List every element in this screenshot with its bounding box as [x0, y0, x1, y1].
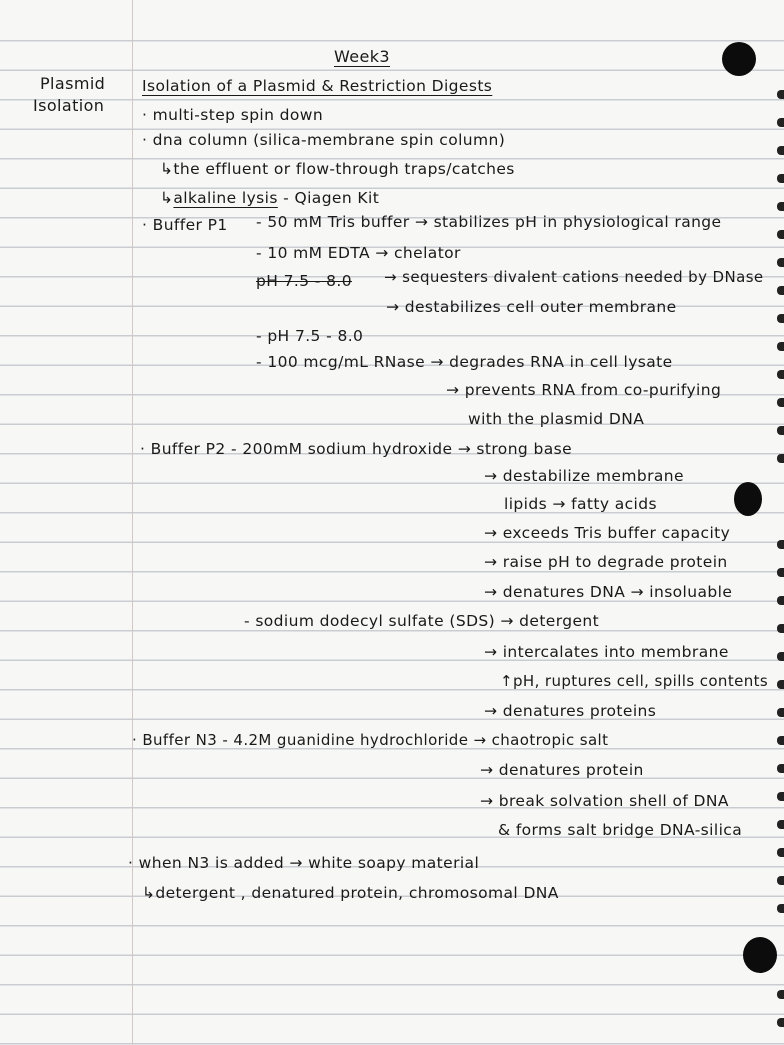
arrow-glyph: ↳: [160, 189, 174, 207]
note-line: → denatures DNA → insoluable: [484, 583, 733, 601]
note-line: ↳the effluent or flow-through traps/catches: [160, 160, 515, 178]
margin-line: [132, 0, 133, 1045]
margin-label-isolation: Isolation: [33, 96, 105, 115]
note-line: lipids → fatty acids: [504, 495, 657, 513]
note-line: · when N3 is added → white soapy material: [128, 854, 480, 872]
note-line: → sequesters divalent cations needed by DNase: [384, 268, 764, 286]
note-line: - 50 mM Tris buffer → stabilizes pH in physiological range: [256, 213, 722, 231]
note-line: → destabilizes cell outer membrane: [386, 298, 677, 316]
note-line: ↳detergent , denatured protein, chromosomal DNA: [142, 884, 559, 902]
note-line: · multi-step spin down: [142, 106, 324, 124]
note-line: ↑pH, ruptures cell, spills contents: [500, 672, 769, 690]
note-line: → exceeds Tris buffer capacity: [484, 524, 731, 542]
struck-out-text: pH 7.5 - 8.0: [256, 272, 352, 290]
note-line: → denatures protein: [480, 761, 644, 779]
kit-label: - Qiagen Kit: [277, 189, 380, 207]
buffer-p1-label: · Buffer P1: [142, 216, 228, 234]
note-line: - 100 mcg/mL RNase → degrades RNA in cell lysate: [256, 353, 673, 371]
note-line: - 10 mM EDTA → chelator: [256, 244, 461, 262]
note-line: - pH 7.5 - 8.0: [256, 327, 364, 345]
buffer-p2-line: · Buffer P2 - 200mM sodium hydroxide → strong base: [140, 440, 573, 458]
buffer-n3-line: · Buffer N3 - 4.2M guanidine hydrochloride → chaotropic salt: [132, 731, 609, 749]
alkaline-lysis-label: alkaline lysis: [173, 189, 278, 207]
binder-hole-bottom: [743, 937, 777, 973]
week-heading: Week3: [334, 47, 391, 66]
binder-hole-top: [722, 42, 756, 76]
note-line: → break solvation shell of DNA: [480, 792, 729, 810]
note-line: → raise pH to degrade protein: [484, 553, 728, 571]
note-line: → destabilize membrane: [484, 467, 684, 485]
note-line: [160, 189, 379, 207]
note-line: - sodium dodecyl sulfate (SDS) → detergent: [244, 612, 600, 630]
note-line: → intercalates into membrane: [484, 643, 729, 661]
binder-hole-middle: [734, 482, 762, 516]
note-line: with the plasmid DNA: [468, 410, 645, 428]
section-title: Isolation of a Plasmid & Restriction Digests: [142, 77, 493, 95]
note-line: · dna column (silica-membrane spin column): [142, 131, 506, 149]
note-line: → prevents RNA from co-purifying: [446, 381, 722, 399]
note-line: & forms salt bridge DNA-silica: [498, 821, 743, 839]
margin-label-plasmid: Plasmid: [40, 74, 106, 93]
note-line: → denatures proteins: [484, 702, 657, 720]
